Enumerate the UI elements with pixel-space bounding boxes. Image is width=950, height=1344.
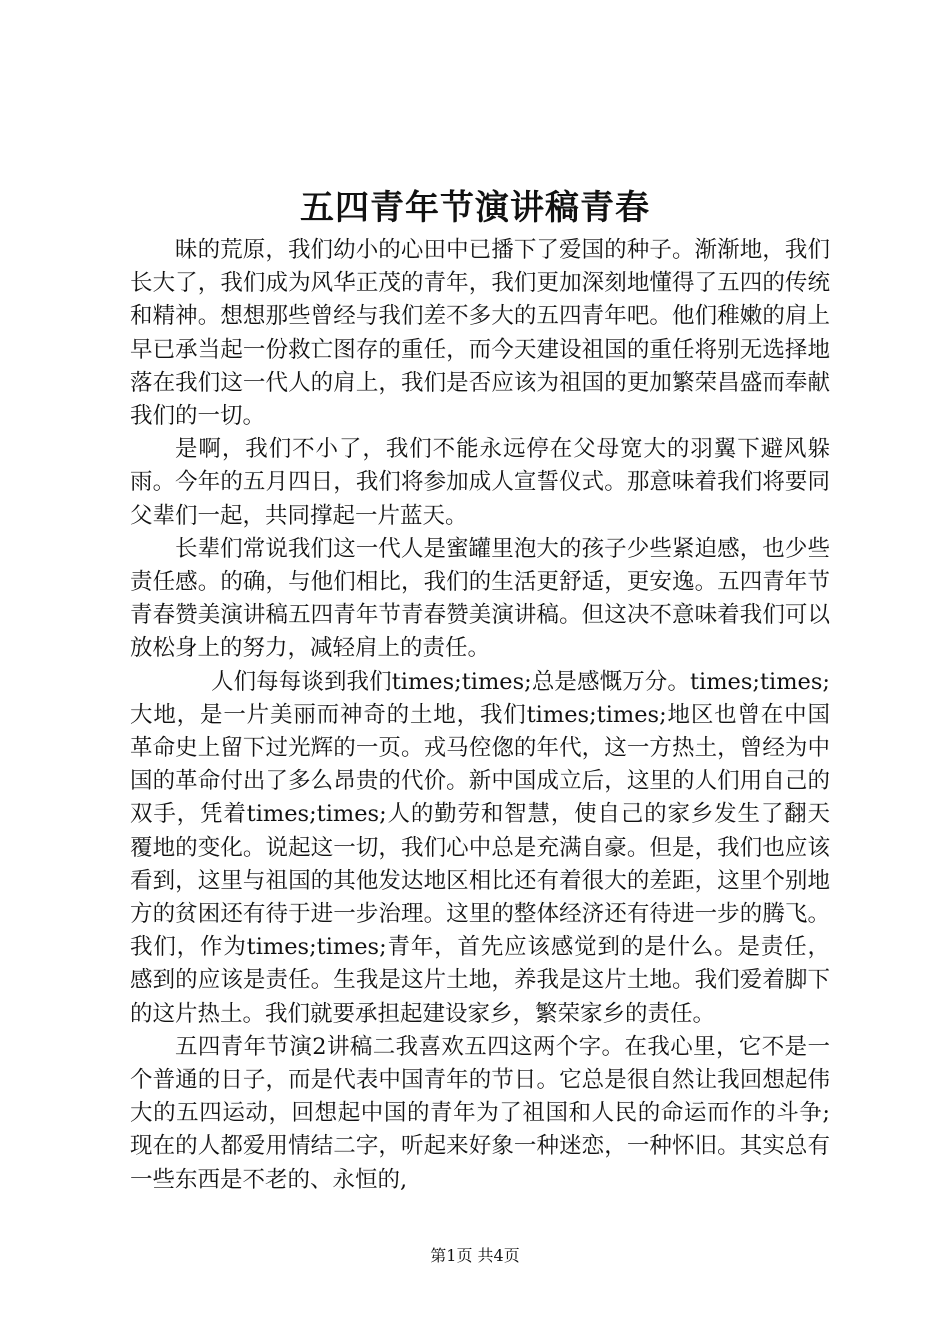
paragraph-5: 五四青年节演2讲稿二我喜欢五四这两个字。在我心里，它不是一个普通的日子，而是代表中国青年的节日。它总是很自然让我回想起伟大的五四运动，回想起中国的青年为了祖国和人民的命运而作的斗争;现在的人都爱用情结二字，听起来好象一种迷恋，一种怀旧。其实总有一些东西是不老的、永恒的, <box>130 1033 830 1193</box>
document-body <box>130 234 830 1197</box>
paragraph-1: 昧的荒原，我们幼小的心田中已播下了爱国的种子。渐渐地，我们长大了，我们成为风华正茂的青年，我们更加深刻地懂得了五四的传统和精神。想想那些曾经与我们差不多大的五四青年吧。他们稚嫩的肩上早已承当起一份救亡图存的重任，而今天建设祖国的重任将别无选择地落在我们这一代人的肩上，我们是否应该为祖国的更加繁荣昌盛而奉献我们的一切。 <box>130 237 830 430</box>
paragraph-3: 长辈们常说我们这一代人是蜜罐里泡大的孩子少些紧迫感，也少些责任感。的确，与他们相比，我们的生活更舒适，更安逸。五四青年节青春赞美演讲稿五四青年节青春赞美演讲稿。但这决不意味着我们可以放松身上的努力，减轻肩上的责任。 <box>130 535 830 662</box>
paragraph-4: 人们每每谈到我们times;times;总是感慨万分。times;times;大地，是一片美丽而神奇的土地，我们times;times;地区也曾在中国革命史上留下过光辉的一页。戎马倥偬的年代，这一方热土，曾经为中国的革命付出了多么昂贵的代价。新中国成立后，这里的人们用自己的双手，凭着times;times;人的勤劳和智慧，使自己的家乡发生了翻天覆地的变化。说起这一切，我们心中总是充满自豪。但是，我们也应该看到，这里与祖国的其他发达地区相比还有着很大的差距，这里个别地方的贫困还有待于进一步治理。这里的整体经济还有待进一步的腾飞。我们，作为times;times;青年，首先应该感觉到的是什么。是责任，感到的应该是责任。生我是这片土地，养我是这片土地。我们爱着脚下的这片热土。我们就要承担起建设家乡，繁荣家乡的责任。 <box>130 668 830 1027</box>
page-footer: 第1页 共4页 <box>430 1246 520 1265</box>
document-title: 五四青年节演讲稿青春 <box>300 188 650 228</box>
paragraph-2: 是啊，我们不小了，我们不能永远停在父母宽大的羽翼下避风躲雨。今年的五月四日，我们将参加成人宣誓仪式。那意味着我们将要同父辈们一起，共同撑起一片蓝天。 <box>130 436 830 529</box>
